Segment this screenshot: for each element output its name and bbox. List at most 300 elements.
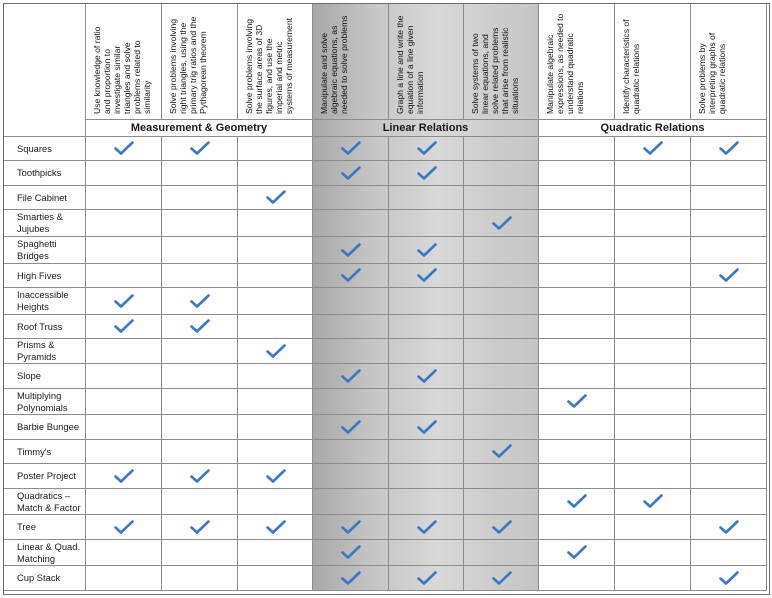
activity-name-line: Tree (17, 521, 36, 532)
row-label-cell (4, 339, 86, 364)
matrix-cell (539, 389, 615, 415)
checkmark-icon (719, 571, 739, 585)
matrix-cell (162, 315, 238, 339)
matrix-cell (238, 389, 313, 415)
matrix-cell (615, 186, 691, 210)
matrix-cell (615, 339, 691, 364)
matrix-cell (539, 186, 615, 210)
matrix-cell (539, 288, 615, 315)
matrix-cell (162, 210, 238, 237)
matrix-cell (464, 415, 539, 440)
matrix-cell (238, 315, 313, 339)
column-header-7 (539, 4, 615, 120)
row-label-cell (4, 161, 86, 186)
matrix-cell (691, 137, 767, 161)
activity-name (17, 541, 80, 565)
activity-name (17, 238, 57, 262)
row-label-cell (4, 186, 86, 210)
checkmark-icon (190, 520, 210, 534)
checkmark-icon (266, 469, 286, 483)
activity-name (17, 339, 56, 363)
matrix-cell (238, 489, 313, 515)
matrix-cell (539, 566, 615, 591)
row-label-cell (4, 540, 86, 566)
matrix-cell (86, 264, 162, 288)
matrix-cell (313, 315, 389, 339)
matrix-cell (238, 210, 313, 237)
matrix-cell (162, 237, 238, 264)
column-header-text: Graph a line and write the (395, 15, 405, 114)
matrix-cell (313, 540, 389, 566)
matrix-cell (162, 566, 238, 591)
row-label-cell (4, 566, 86, 591)
matrix-cell (313, 161, 389, 186)
checkmark-icon (190, 319, 210, 333)
matrix-cell (238, 288, 313, 315)
column-header-text: Solve problems involving (168, 18, 178, 114)
checkmark-icon (492, 520, 512, 534)
activity-name (17, 270, 61, 282)
matrix-cell (389, 489, 464, 515)
matrix-cell (86, 237, 162, 264)
matrix-cell (615, 137, 691, 161)
activity-name (17, 470, 76, 482)
matrix-cell (86, 489, 162, 515)
matrix-cell (389, 440, 464, 464)
matrix-cell (162, 464, 238, 489)
matrix-cell (691, 315, 767, 339)
column-header-text: similarity (142, 80, 152, 114)
column-header-text: the surface areas of 3D (254, 24, 264, 114)
activity-name-line: Linear & Quad. (17, 540, 81, 552)
activity-name-line: Polynomials (17, 401, 68, 413)
column-header-text: solve related problems (490, 27, 500, 114)
activity-name-line: Bridges (17, 250, 49, 261)
checkmark-icon (492, 444, 512, 458)
matrix-cell (464, 389, 539, 415)
matrix-cell (615, 515, 691, 540)
checkmark-icon (341, 141, 361, 155)
row-label-cell (4, 415, 86, 440)
column-header-5 (389, 4, 464, 120)
matrix-cell (238, 161, 313, 186)
checkmark-icon (417, 369, 437, 383)
activity-name-line: Spaghetti (17, 238, 57, 249)
matrix-cell (691, 389, 767, 415)
matrix-cell (389, 210, 464, 237)
checkmark-icon (417, 520, 437, 534)
checkmark-icon (492, 216, 512, 230)
matrix-cell (238, 540, 313, 566)
matrix-cell (691, 364, 767, 389)
matrix-cell (539, 440, 615, 464)
column-header-text: information (415, 71, 425, 114)
matrix-cell (615, 264, 691, 288)
matrix-cell (539, 210, 615, 237)
activity-name-line: Cup Stack (17, 572, 61, 583)
matrix-cell (389, 389, 464, 415)
matrix-cell (389, 339, 464, 364)
matrix-cell (389, 566, 464, 591)
matrix-cell (464, 515, 539, 540)
activity-name (17, 490, 81, 514)
column-header-text: investigate similar (112, 45, 122, 114)
matrix-cell (389, 540, 464, 566)
matrix-cell (86, 515, 162, 540)
matrix-cell (313, 210, 389, 237)
column-header-1 (86, 4, 162, 120)
checkmark-icon (341, 420, 361, 434)
matrix-cell (389, 315, 464, 339)
activity-name (17, 289, 69, 313)
column-header-text: and proportion to (102, 49, 112, 114)
matrix-cell (313, 339, 389, 364)
matrix-cell (86, 540, 162, 566)
matrix-cell (539, 237, 615, 264)
column-header-text: right triangles, using the (178, 22, 188, 114)
column-header-9 (691, 4, 767, 120)
matrix-cell (389, 264, 464, 288)
matrix-cell (691, 237, 767, 264)
matrix-cell (615, 237, 691, 264)
matrix-cell (313, 186, 389, 210)
matrix-cell (238, 364, 313, 389)
row-label-cell (4, 237, 86, 264)
checkmark-icon (341, 369, 361, 383)
matrix-cell (691, 288, 767, 315)
checkmark-icon (341, 520, 361, 534)
matrix-cell (464, 186, 539, 210)
matrix-cell (162, 440, 238, 464)
matrix-cell (615, 540, 691, 566)
matrix-cell (464, 237, 539, 264)
matrix-cell (86, 339, 162, 364)
matrix-cell (691, 161, 767, 186)
column-header-text: quadratic relations (717, 43, 727, 114)
column-header-text: needed to solve problems (339, 15, 349, 114)
matrix-cell (539, 489, 615, 515)
matrix-cell (162, 515, 238, 540)
matrix-cell (615, 464, 691, 489)
matrix-cell (539, 364, 615, 389)
matrix-cell (162, 389, 238, 415)
matrix-cell (86, 464, 162, 489)
matrix-cell (238, 237, 313, 264)
matrix-cell (313, 489, 389, 515)
column-header-text: Manipulate algebraic (545, 34, 555, 114)
matrix-cell (389, 515, 464, 540)
column-header-text: interpreting graphs of (707, 32, 717, 114)
matrix-cell (464, 288, 539, 315)
header-corner-cell (4, 4, 86, 137)
activity-name-line: Inaccessible (17, 289, 69, 300)
matrix-cell (86, 440, 162, 464)
row-label-cell (4, 515, 86, 540)
matrix-cell (313, 288, 389, 315)
matrix-cell (313, 137, 389, 161)
column-header-text: Solve systems of two (470, 33, 480, 114)
column-header-text: understand quadratic (565, 33, 575, 114)
matrix-cell (313, 364, 389, 389)
activity-name-line: Jujubes (17, 223, 50, 234)
matrix-cell (464, 210, 539, 237)
column-header-2 (162, 4, 238, 120)
row-label-cell (4, 364, 86, 389)
column-header-text: quadratic relations (631, 43, 641, 114)
column-header-text: primary trig ratios and the (188, 16, 198, 114)
matrix-cell (162, 137, 238, 161)
matrix-cell (238, 440, 313, 464)
activity-name (17, 143, 52, 155)
matrix-cell (313, 464, 389, 489)
activity-name (17, 421, 79, 433)
checkmark-icon (417, 268, 437, 282)
matrix-cell (691, 440, 767, 464)
column-header-text: systems of measurement (284, 18, 294, 114)
matrix-cell (615, 415, 691, 440)
matrix-cell (86, 161, 162, 186)
matrix-cell (464, 339, 539, 364)
matrix-cell (389, 288, 464, 315)
matrix-cell (238, 339, 313, 364)
group-header-1: Measurement & Geometry (86, 120, 313, 137)
matrix-cell (615, 288, 691, 315)
matrix-cell (313, 264, 389, 288)
activity-name-line: File Cabinet (17, 191, 68, 203)
matrix-cell (389, 161, 464, 186)
checkmark-icon (114, 294, 134, 308)
column-header-text: Pythagorean theorem (198, 31, 208, 114)
column-header-text: that arise from realistic (500, 27, 510, 114)
row-label-cell (4, 288, 86, 315)
checkmark-icon (266, 190, 286, 204)
matrix-cell (464, 161, 539, 186)
checkmark-icon (417, 420, 437, 434)
matrix-cell (539, 540, 615, 566)
matrix-cell (539, 464, 615, 489)
matrix-cell (86, 389, 162, 415)
matrix-cell (86, 566, 162, 591)
matrix-cell (86, 315, 162, 339)
matrix-cell (313, 237, 389, 264)
column-header-text: problems related to (132, 40, 142, 114)
group-header-2: Linear Relations (313, 120, 539, 137)
matrix-cell (464, 566, 539, 591)
matrix-cell (162, 415, 238, 440)
activity-name (17, 321, 62, 333)
matrix-cell (313, 440, 389, 464)
activity-name-line: Squares (17, 142, 52, 154)
matrix-cell (539, 315, 615, 339)
activity-name (17, 390, 68, 414)
activity-name-line: Barbie Bungee (17, 421, 80, 432)
activity-name-line: Poster Project (17, 470, 76, 481)
matrix-cell (313, 515, 389, 540)
activity-name-line: Toothpicks (17, 167, 62, 178)
checkmark-icon (417, 141, 437, 155)
checkmark-icon (417, 243, 437, 257)
column-header-text: algebraic equations, as (329, 25, 339, 114)
checkmark-icon (719, 268, 739, 282)
matrix-cell (539, 515, 615, 540)
matrix-cell (238, 186, 313, 210)
column-header-text: imperial and metric (274, 41, 284, 114)
checkmark-icon (190, 469, 210, 483)
checkmark-icon (417, 571, 437, 585)
checkmark-icon (341, 545, 361, 559)
activity-name (17, 192, 67, 204)
matrix-cell (464, 440, 539, 464)
matrix-cell (691, 339, 767, 364)
column-header-3 (238, 4, 313, 120)
matrix-cell (86, 210, 162, 237)
matrix-cell (162, 540, 238, 566)
column-header-text: expressions, as needed to (555, 13, 565, 114)
checkmark-icon (567, 545, 587, 559)
matrix-cell (389, 364, 464, 389)
activity-name (17, 521, 36, 533)
matrix-cell (691, 566, 767, 591)
activity-name-line: Timmy's (17, 445, 52, 457)
matrix-cell (691, 515, 767, 540)
matrix-cell (86, 415, 162, 440)
activity-name (17, 446, 51, 458)
checkmark-icon (114, 319, 134, 333)
matrix-cell (464, 540, 539, 566)
matrix-cell (464, 489, 539, 515)
matrix-cell (162, 186, 238, 210)
matrix-cell (691, 489, 767, 515)
column-header-text: equation of a line given (405, 25, 415, 114)
activity-name (17, 167, 61, 179)
matrix-cell (539, 161, 615, 186)
checkmark-icon (341, 571, 361, 585)
checkmark-icon (492, 571, 512, 585)
matrix-cell (86, 137, 162, 161)
column-header-text: Solve problems involving (244, 18, 254, 114)
checkmark-icon (114, 141, 134, 155)
matrix-cell (389, 186, 464, 210)
activity-name-line: Smarties & (17, 211, 63, 222)
activity-name-line: Multiplying (17, 389, 62, 401)
checkmark-icon (341, 166, 361, 180)
matrix-cell (615, 440, 691, 464)
activity-name-line: Heights (17, 301, 49, 312)
checkmark-icon (417, 166, 437, 180)
matrix-cell (86, 288, 162, 315)
activity-name-line: Slope (17, 370, 41, 381)
matrix-cell (238, 566, 313, 591)
checkmark-icon (266, 344, 286, 358)
row-label-cell (4, 489, 86, 515)
matrix-cell (464, 464, 539, 489)
matrix-cell (86, 364, 162, 389)
column-header-8 (615, 4, 691, 120)
matrix-cell (162, 339, 238, 364)
column-header-text: linear equations, and (480, 34, 490, 114)
matrix-cell (539, 137, 615, 161)
checkmark-icon (190, 141, 210, 155)
checkmark-icon (266, 520, 286, 534)
row-label-cell (4, 440, 86, 464)
column-header-text: Use knowledge of ratio (92, 26, 102, 114)
matrix-cell (86, 186, 162, 210)
checkmark-icon (567, 494, 587, 508)
matrix-cell (539, 415, 615, 440)
matrix-cell (464, 364, 539, 389)
matrix-cell (389, 237, 464, 264)
activity-name-line: Pyramids (17, 351, 57, 362)
row-label-cell (4, 137, 86, 161)
checkmark-icon (719, 141, 739, 155)
matrix-cell (615, 210, 691, 237)
column-header-text: Solve problems by (697, 43, 707, 114)
matrix-cell (691, 186, 767, 210)
matrix-cell (615, 489, 691, 515)
checkmark-icon (341, 268, 361, 282)
checkmark-icon (643, 141, 663, 155)
matrix-cell (389, 415, 464, 440)
activity-name-line: Match & Factor (17, 501, 81, 513)
matrix-cell (691, 415, 767, 440)
matrix-cell (691, 540, 767, 566)
activity-name-line: Quadratics – (17, 489, 71, 501)
row-label-cell (4, 315, 86, 339)
row-label-cell (4, 464, 86, 489)
matrix-cell (539, 339, 615, 364)
matrix-cell (238, 264, 313, 288)
activity-name-line: Prisms & (17, 339, 55, 350)
column-header-6 (464, 4, 539, 120)
matrix-cell (238, 464, 313, 489)
checkmark-icon (114, 520, 134, 534)
row-label-cell (4, 210, 86, 237)
matrix-cell (691, 210, 767, 237)
matrix-cell (238, 415, 313, 440)
checkmark-icon (190, 294, 210, 308)
matrix-cell (389, 464, 464, 489)
matrix-cell (238, 515, 313, 540)
matrix-cell (238, 137, 313, 161)
matrix-cell (162, 489, 238, 515)
matrix-cell (615, 161, 691, 186)
matrix-cell (162, 364, 238, 389)
activity-name-line: High Fives (17, 269, 62, 281)
matrix-cell (615, 364, 691, 389)
matrix-cell (389, 137, 464, 161)
matrix-cell (539, 264, 615, 288)
activity-name (17, 572, 60, 584)
column-header-4 (313, 4, 389, 120)
matrix-cell (162, 264, 238, 288)
matrix-cell (313, 389, 389, 415)
matrix-cell (615, 315, 691, 339)
matrix-cell (464, 137, 539, 161)
checkmark-icon (114, 469, 134, 483)
matrix-cell (313, 566, 389, 591)
checkmark-icon (719, 520, 739, 534)
matrix-cell (691, 264, 767, 288)
matrix-cell (615, 389, 691, 415)
column-header-text: relations (575, 81, 585, 114)
row-label-cell (4, 264, 86, 288)
activity-name-line: Roof Truss (17, 320, 63, 332)
matrix-cell (464, 264, 539, 288)
matrix-cell (162, 288, 238, 315)
column-header-text: triangles and solve (122, 42, 132, 114)
column-header-text: Identify characteristics of (621, 19, 631, 114)
group-header-3: Quadratic Relations (539, 120, 767, 137)
